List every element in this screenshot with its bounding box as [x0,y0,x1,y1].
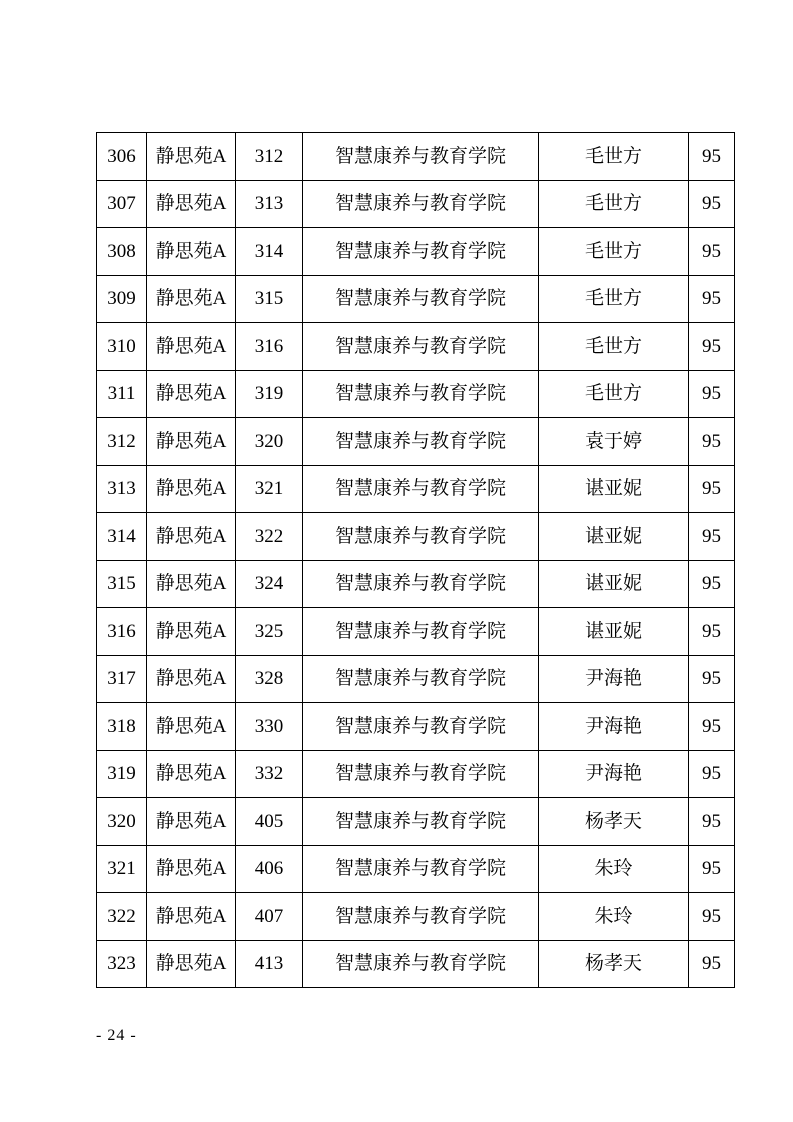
building-cell: 静思苑A [147,133,236,181]
college-cell: 智慧康养与教育学院 [303,608,539,656]
building-cell: 静思苑A [147,370,236,418]
room-cell: 313 [236,180,303,228]
college-cell: 智慧康养与教育学院 [303,703,539,751]
score-cell: 95 [689,893,735,941]
counselor-cell: 袁于婷 [539,418,689,466]
room-cell: 328 [236,655,303,703]
table-row [97,750,735,798]
college-cell: 智慧康养与教育学院 [303,940,539,988]
seq-cell: 315 [97,560,147,608]
building-cell: 静思苑A [147,228,236,276]
counselor-cell: 毛世方 [539,370,689,418]
table-row [97,513,735,561]
score-cell: 95 [689,703,735,751]
college-cell: 智慧康养与教育学院 [303,275,539,323]
counselor-cell: 谌亚妮 [539,608,689,656]
counselor-cell: 毛世方 [539,275,689,323]
counselor-cell: 尹海艳 [539,655,689,703]
score-cell: 95 [689,133,735,181]
building-cell: 静思苑A [147,655,236,703]
score-cell: 95 [689,798,735,846]
counselor-cell: 谌亚妮 [539,560,689,608]
table-row [97,370,735,418]
room-cell: 316 [236,323,303,371]
building-cell: 静思苑A [147,798,236,846]
seq-cell: 312 [97,418,147,466]
room-cell: 319 [236,370,303,418]
college-cell: 智慧康养与教育学院 [303,750,539,798]
table-row [97,465,735,513]
counselor-cell: 谌亚妮 [539,513,689,561]
seq-cell: 316 [97,608,147,656]
seq-cell: 309 [97,275,147,323]
room-cell: 406 [236,845,303,893]
table-row [97,323,735,371]
score-cell: 95 [689,180,735,228]
college-cell: 智慧康养与教育学院 [303,560,539,608]
table-row [97,940,735,988]
room-cell: 405 [236,798,303,846]
table-row [97,133,735,181]
building-cell: 静思苑A [147,608,236,656]
table-row [97,703,735,751]
room-cell: 330 [236,703,303,751]
room-cell: 312 [236,133,303,181]
college-cell: 智慧康养与教育学院 [303,845,539,893]
counselor-cell: 谌亚妮 [539,465,689,513]
seq-cell: 317 [97,655,147,703]
score-cell: 95 [689,418,735,466]
table-row [97,655,735,703]
room-cell: 320 [236,418,303,466]
seq-cell: 314 [97,513,147,561]
building-cell: 静思苑A [147,275,236,323]
score-cell: 95 [689,608,735,656]
building-cell: 静思苑A [147,560,236,608]
seq-cell: 319 [97,750,147,798]
score-cell: 95 [689,275,735,323]
building-cell: 静思苑A [147,893,236,941]
college-cell: 智慧康养与教育学院 [303,893,539,941]
counselor-cell: 毛世方 [539,323,689,371]
college-cell: 智慧康养与教育学院 [303,798,539,846]
building-cell: 静思苑A [147,703,236,751]
seq-cell: 311 [97,370,147,418]
room-cell: 315 [236,275,303,323]
table-body [97,133,735,988]
room-cell: 332 [236,750,303,798]
table-row [97,275,735,323]
counselor-cell: 尹海艳 [539,750,689,798]
college-cell: 智慧康养与教育学院 [303,323,539,371]
building-cell: 静思苑A [147,323,236,371]
seq-cell: 310 [97,323,147,371]
room-cell: 324 [236,560,303,608]
score-cell: 95 [689,560,735,608]
room-cell: 325 [236,608,303,656]
score-cell: 95 [689,370,735,418]
score-cell: 95 [689,513,735,561]
seq-cell: 318 [97,703,147,751]
college-cell: 智慧康养与教育学院 [303,133,539,181]
room-cell: 314 [236,228,303,276]
counselor-cell: 尹海艳 [539,703,689,751]
table-row [97,608,735,656]
page-number: - 24 - [96,1027,137,1044]
score-cell: 95 [689,940,735,988]
college-cell: 智慧康养与教育学院 [303,655,539,703]
table-row [97,180,735,228]
room-cell: 322 [236,513,303,561]
score-cell: 95 [689,228,735,276]
building-cell: 静思苑A [147,465,236,513]
counselor-cell: 毛世方 [539,133,689,181]
building-cell: 静思苑A [147,750,236,798]
seq-cell: 308 [97,228,147,276]
table-row [97,228,735,276]
table-row [97,798,735,846]
table-row [97,845,735,893]
seq-cell: 322 [97,893,147,941]
college-cell: 智慧康养与教育学院 [303,180,539,228]
room-cell: 321 [236,465,303,513]
building-cell: 静思苑A [147,418,236,466]
seq-cell: 320 [97,798,147,846]
counselor-cell: 毛世方 [539,228,689,276]
building-cell: 静思苑A [147,513,236,561]
table-row [97,418,735,466]
table-row [97,893,735,941]
score-cell: 95 [689,750,735,798]
building-cell: 静思苑A [147,845,236,893]
table-row [97,560,735,608]
room-cell: 413 [236,940,303,988]
seq-cell: 313 [97,465,147,513]
building-cell: 静思苑A [147,940,236,988]
score-cell: 95 [689,465,735,513]
counselor-cell: 杨孝天 [539,798,689,846]
seq-cell: 323 [97,940,147,988]
score-cell: 95 [689,323,735,371]
room-cell: 407 [236,893,303,941]
counselor-cell: 朱玲 [539,893,689,941]
score-cell: 95 [689,655,735,703]
college-cell: 智慧康养与教育学院 [303,228,539,276]
counselor-cell: 朱玲 [539,845,689,893]
seq-cell: 306 [97,133,147,181]
college-cell: 智慧康养与教育学院 [303,418,539,466]
counselor-cell: 毛世方 [539,180,689,228]
college-cell: 智慧康养与教育学院 [303,513,539,561]
college-cell: 智慧康养与教育学院 [303,465,539,513]
seq-cell: 321 [97,845,147,893]
dorm-score-table [96,132,735,988]
college-cell: 智慧康养与教育学院 [303,370,539,418]
building-cell: 静思苑A [147,180,236,228]
score-cell: 95 [689,845,735,893]
counselor-cell: 杨孝天 [539,940,689,988]
seq-cell: 307 [97,180,147,228]
